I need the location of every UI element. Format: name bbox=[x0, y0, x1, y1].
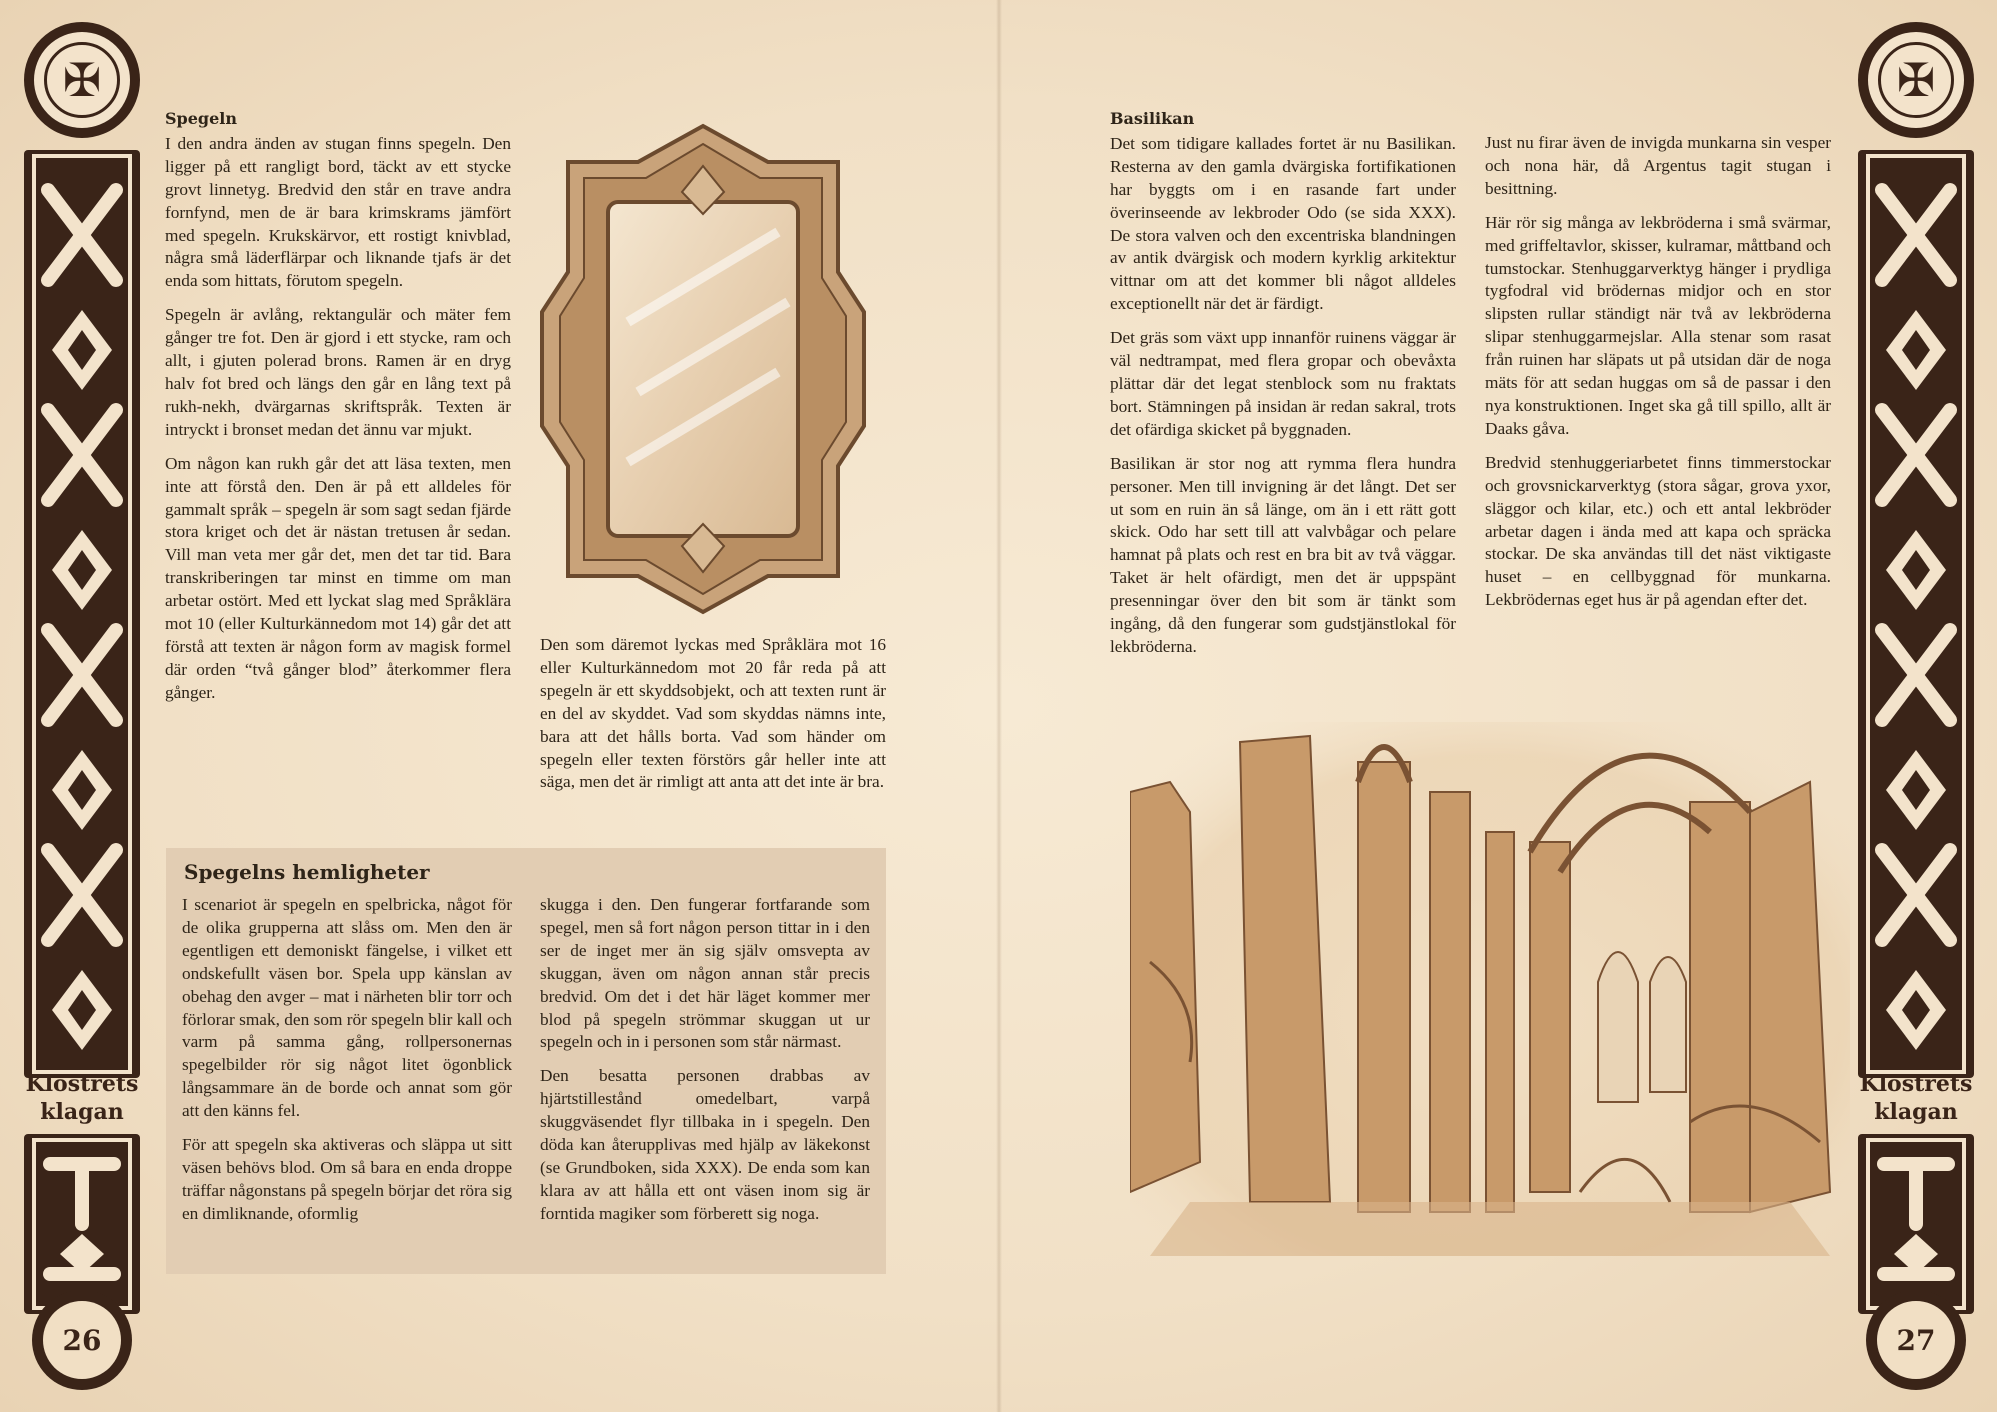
right-page-border bbox=[1858, 22, 1974, 1394]
paragraph: Den besatta personen drabbas av hjärtstillestånd omedelbart, varpå skuggväsendet flyr tillbaka in i spegeln. Den döda kan återupplivas med hjälp av läkekonst (se Grundboken, sida XXX). De enda som kan klara av att hålla ett ont väsen inom sig är forntida magiker som förberett sig noga. bbox=[540, 1066, 870, 1223]
sidebar-title: Spegelns hemligheter bbox=[184, 860, 430, 884]
cross-icon: ✠ bbox=[1896, 53, 1936, 107]
sidebar-column-1 bbox=[182, 894, 512, 1237]
mirror-illustration bbox=[538, 122, 868, 616]
page-number: 27 bbox=[1896, 1323, 1936, 1357]
left-page-border bbox=[24, 22, 140, 1394]
side-title: Klostrets klagan bbox=[1859, 1071, 1973, 1125]
basilica-ruins-illustration bbox=[1130, 722, 1850, 1256]
right-ornament-lower bbox=[1858, 1134, 1974, 1314]
page-number-badge bbox=[1866, 1290, 1966, 1390]
right-page-column-2 bbox=[1485, 132, 1831, 623]
side-title: Klostrets klagan bbox=[25, 1071, 139, 1125]
paragraph: Bredvid stenhuggeriarbetet finns timmerstockar och grovsnickarverktyg (stora sågar, grova yxor, släggor och kilar, etc.) och ett antal lekbröder arbetar dagen i ända med att kapa och spräcka stockar. De ska användas till det näst viktigaste huset – en cellbyggnad för munkarna. Lekbrödernas eget hus är på agendan efter det. bbox=[1485, 452, 1831, 610]
paragraph: Spegeln är avlång, rektangulär och mäter fem gånger tre fot. Den är gjord i ett stycke, ram och allt, i gjuten polerad brons. Ramen är en dryg halv fot bred och längs den går en lång text på rukh-nekh, dvärgarnas skriftspråk. Texten är intryckt i bronset medan det ännu var mjukt. bbox=[165, 305, 511, 439]
left-ornament-lower bbox=[24, 1134, 140, 1314]
page-number-badge bbox=[32, 1290, 132, 1390]
left-page-column-2 bbox=[540, 634, 886, 805]
section-heading: Spegeln bbox=[165, 109, 237, 128]
paragraph: Om någon kan rukh går det att läsa texten, men inte att förstå den. Den är på ett alldeles för gammalt språk – spegeln är som sagt sedan fjärde stora kriget och det är nästan tretusen år sedan. Vill man veta mer går det, men det tar tid. Bara transkriberingen tar minst en timme om man arbetar ostört. Med ett lyckat slag med Språklära mot 10 (eller Kulturkännedom mot 14) går det att förstå att texten är någon form av magisk formel där orden “två gånger blod” återkommer flera gånger. bbox=[165, 453, 511, 702]
page-number: 26 bbox=[62, 1323, 102, 1357]
right-page-column-1 bbox=[1110, 108, 1456, 670]
right-ornament-column bbox=[1858, 150, 1974, 1078]
paragraph: Det som tidigare kallades fortet är nu Basilikan. Resterna av den gamla dvärgiska fortifikationen har byggts om i en rasande fart under överinseende av lekbroder Odo (se sida XXX). De stora valven och den excentriska blandningen av antik dvärgisk och modern kyrklig arkitektur vittnar om att det kommer bli något alldeles exceptionellt när det är färdigt. bbox=[1110, 133, 1456, 314]
paragraph: För att spegeln ska aktiveras och släppa ut sitt väsen behövs blod. Om så bara en enda droppe träffar någonstans på spegeln börjar det röra sig en dimliknande, oformlig bbox=[182, 1135, 512, 1223]
knotwork-lower bbox=[1858, 1134, 1974, 1314]
paragraph: Just nu firar även de invigda munkarna sin vesper och nona här, då Argentus tagit stugan i besittning. bbox=[1485, 133, 1831, 198]
paragraph: Basilikan är stor nog att rymma flera hundra personer. Men till invigning är det långt. Det ser ut som en ruin än så länge, om än i ett rätt gott skick. Odo har sett till att valvbågar och pelare hamnat på plats och rest en bra bit av två väggar. Taket är helt ofärdigt, men det är uppspänt presenningar över den bit som är tänkt som ingång, då den fungerar som gudstjänstlokal för lekbröderna. bbox=[1110, 453, 1456, 656]
left-page-column-1 bbox=[165, 108, 511, 716]
knotwork-pattern bbox=[1858, 150, 1974, 1078]
knotwork-pattern bbox=[24, 150, 140, 1078]
left-ornament-column bbox=[24, 150, 140, 1078]
sidebar-column-2 bbox=[540, 894, 870, 1237]
paragraph: I den andra änden av stugan finns spegeln. Den ligger på ett rangligt bord, täckt av ett stycke grovt linnetyg. Bredvid den står en trave andra fornfynd, men de är bara krimskrams jämfört med spegeln. Krukskärvor, ett rostigt knivblad, några små läderflärpar och liknande tjafs är det enda som hittats, förutom spegeln. bbox=[165, 133, 511, 291]
paragraph: Det gräs som växt upp innanför ruinens väggar är väl nedtrampat, med flera gropar och obevåxta plättar där det legat stenblock som nu fraktats bort. Stämningen på insidan är redan sakral, trots det ofärdiga skicket på byggnaden. bbox=[1110, 328, 1456, 439]
right-medallion bbox=[1858, 22, 1974, 138]
section-heading: Basilikan bbox=[1110, 109, 1195, 128]
knotwork-lower bbox=[24, 1134, 140, 1314]
paragraph: skugga i den. Den fungerar fortfarande som spegel, men så fort någon person tittar in i den ser de inget mer än sig själv omsvepta av skuggan, även om någon annan står precis bredvid. Om det i det här läget kommer mer blod på spegeln strömmar skuggan ut ur spegeln och in i personen som står närmast. bbox=[540, 895, 870, 1052]
left-medallion bbox=[24, 22, 140, 138]
paragraph: Den som däremot lyckas med Språklära mot 16 eller Kulturkännedom mot 20 får reda på att spegeln är ett skyddsobjekt, och att texten runt är en del av skyddet. Vad som skyddas nämns inte, bara att det hålls borta. Vad som händer om spegeln eller texten förstörs går heller inte att säga, men det är rimligt att anta att det inte är bra. bbox=[540, 635, 886, 792]
book-gutter bbox=[996, 0, 1002, 1412]
paragraph: Här rör sig många av lekbröderna i små svärmar, med griffeltavlor, skisser, kulramar, måttband och tumstockar. Stenhuggarverktyg hänger i prydliga tygfodral vid brödernas midjor och en stor slipsten rullar ständigt när två av lekbröderna slipar stenhuggarmejslar. Alla stenar som rasat från ruinen har släpats ut på utsidan där de noga mäts för att sedan huggas om så de passar i den nya konstruktionen. Inget ska gå till spillo, allt är Daaks gåva. bbox=[1485, 212, 1831, 438]
sidebar-box bbox=[166, 848, 886, 1274]
cross-icon: ✠ bbox=[62, 53, 102, 107]
paragraph: I scenariot är spegeln en spelbricka, något för de olika grupperna att slåss om. Men den är egentligen ett demoniskt fängelse, i vilket ett ondskefullt väsen bor. Spela upp känslan av obehag den avger – mat i närheten blir torr och förlorar smak, den som rör spegeln blir kall och varm på samma gång, rollpersonernas spegelbilder rör sig något litet ögonblick långsammare än de borde och annat som gör att den känns fel. bbox=[182, 895, 512, 1121]
